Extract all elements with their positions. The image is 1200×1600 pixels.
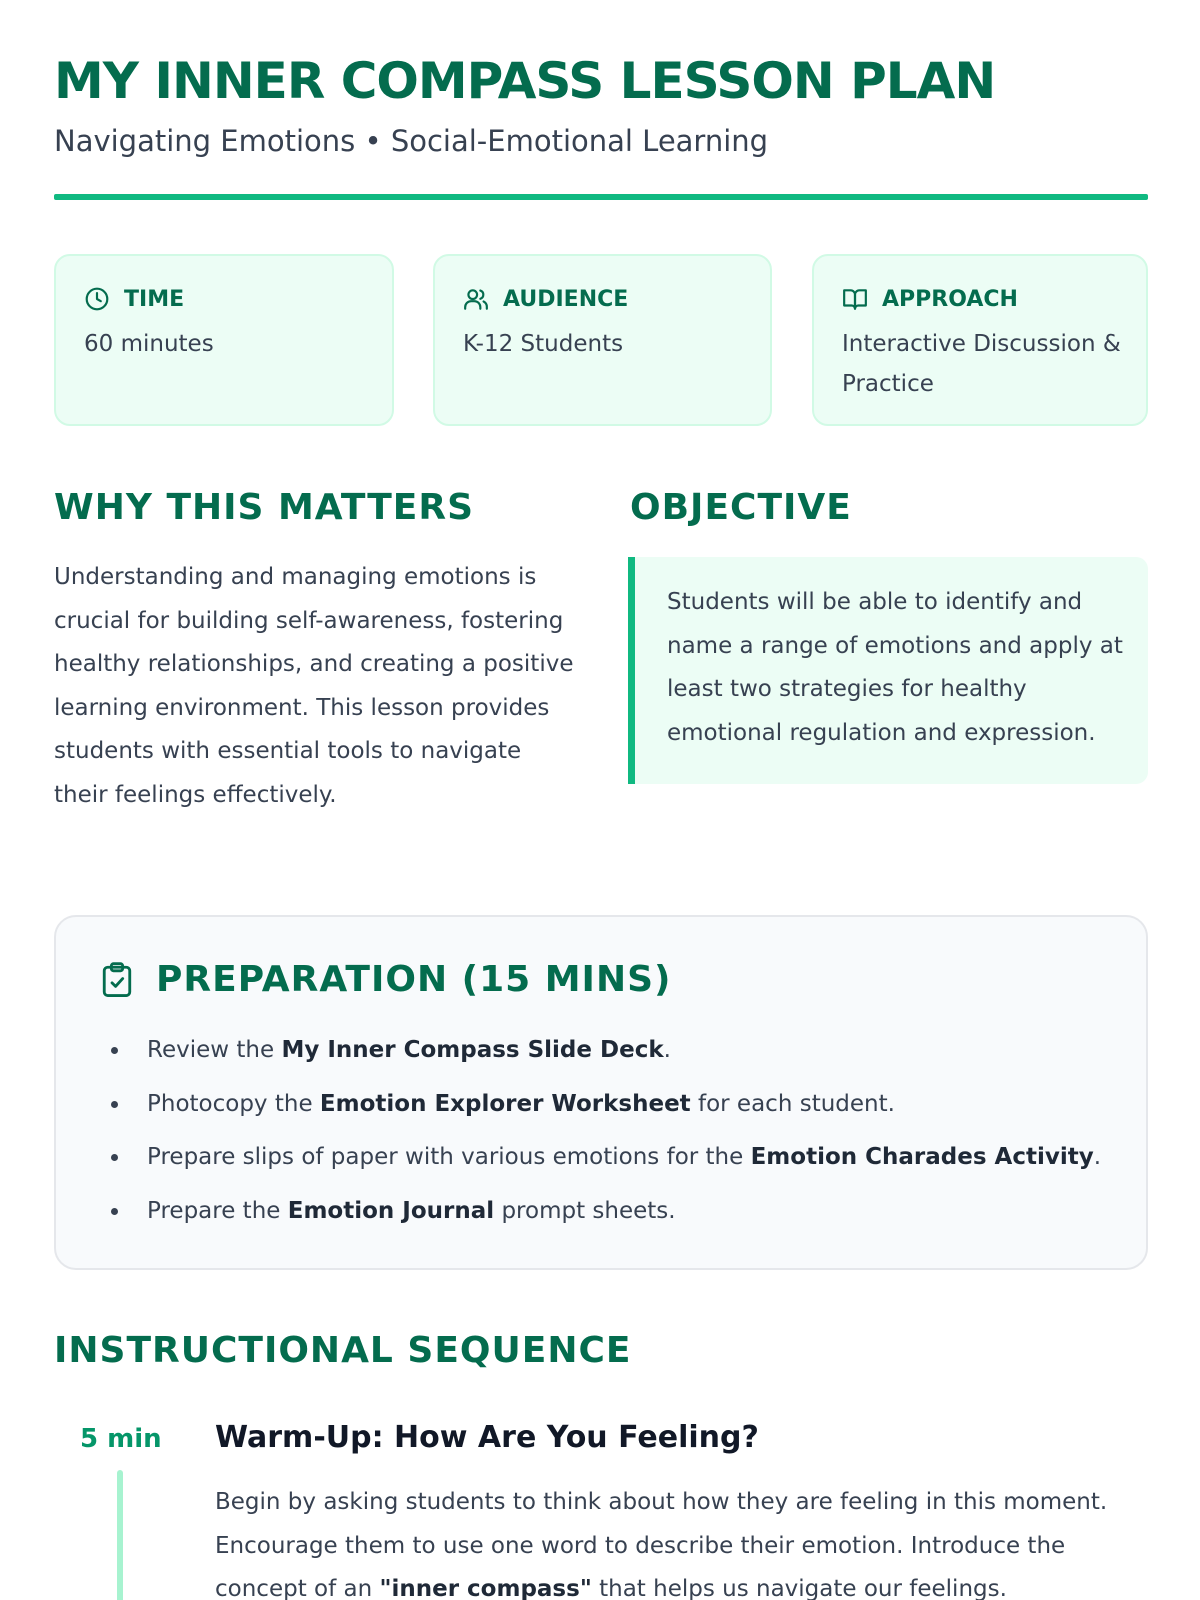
list-item: [56, 1087, 1146, 1141]
time-card-header: [84, 286, 184, 312]
header-divider: [54, 194, 1148, 200]
approach-card: [812, 254, 1148, 426]
users-icon: [463, 286, 489, 312]
audience-card-header: [463, 286, 628, 312]
clipboard-check-icon: [100, 961, 134, 999]
audience-card-value: K-12 Students: [463, 331, 624, 357]
objective-callout: [628, 557, 1148, 784]
preparation-heading: PREPARATION (15 MINS): [156, 959, 672, 1000]
audience-card-label: AUDIENCE: [503, 286, 629, 312]
step-description: [215, 1481, 1150, 1600]
step-time: 5 min: [80, 1424, 162, 1454]
why-text: Understanding and managing emotions is crucial for building self-awareness, fostering healthy relationships, and creating a positive learning environment. This lesson provides students with essential tools to navigate their feelings effectively.: [54, 564, 574, 808]
bullet-icon: [111, 1101, 118, 1108]
item-emphasis: Emotion Explorer Worksheet: [319, 1090, 691, 1117]
book-open-icon: [842, 286, 868, 312]
item-text: prompt sheets.: [494, 1197, 676, 1224]
objective-text: Students will be able to identify and name a range of emotions and apply at least two strategies for healthy emotional regulation and expression.: [667, 589, 1123, 746]
item-text: Prepare the: [147, 1197, 288, 1224]
item-emphasis: Emotion Charades Activity: [750, 1144, 1094, 1170]
why-heading: WHY THIS MATTERS: [54, 487, 475, 528]
time-card: [54, 254, 394, 426]
list-item: [56, 1033, 1146, 1087]
step-text: that helps us navigate our feelings.: [591, 1576, 1007, 1600]
step-title: Warm-Up: How Are You Feeling?: [215, 1420, 759, 1455]
bullet-icon: [111, 1208, 118, 1215]
objective-heading: OBJECTIVE: [630, 487, 852, 528]
page-subtitle: Navigating Emotions • Social-Emotional Learning: [54, 124, 769, 158]
time-card-label: TIME: [124, 286, 185, 312]
item-text: .: [1093, 1144, 1102, 1170]
item-text: Review the: [147, 1037, 282, 1063]
step-emphasis: "inner compass": [379, 1576, 592, 1600]
clock-icon: [84, 286, 110, 312]
item-emphasis: Emotion Journal: [287, 1197, 495, 1224]
approach-card-header: [842, 286, 1018, 312]
preparation-panel: [54, 915, 1148, 1270]
item-text: .: [663, 1037, 671, 1063]
approach-card-value: Interactive Discussion & Practice: [842, 331, 1121, 397]
bullet-icon: [111, 1154, 118, 1161]
item-text: Prepare slips of paper with various emotions for the: [147, 1144, 751, 1170]
page-title: MY INNER COMPASS LESSON PLAN: [54, 52, 996, 110]
sequence-heading: INSTRUCTIONAL SEQUENCE: [54, 1330, 632, 1371]
audience-card: [433, 254, 772, 426]
list-item: [56, 1194, 1146, 1248]
step-text: Begin by asking students to think about how they are feeling in this moment. Encourage them to use one word to describe their emotion. Introduce the concept of an: [215, 1489, 1108, 1600]
item-text: Photocopy the: [147, 1090, 320, 1117]
approach-card-label: APPROACH: [882, 286, 1018, 312]
list-item: [56, 1140, 1146, 1194]
bullet-icon: [111, 1047, 118, 1054]
preparation-list: [56, 1033, 1146, 1247]
preparation-header: [100, 959, 671, 1000]
time-card-value: 60 minutes: [84, 331, 214, 357]
timeline-line: [117, 1470, 123, 1600]
item-text: for each student.: [690, 1090, 895, 1117]
item-emphasis: My Inner Compass Slide Deck: [281, 1037, 664, 1063]
